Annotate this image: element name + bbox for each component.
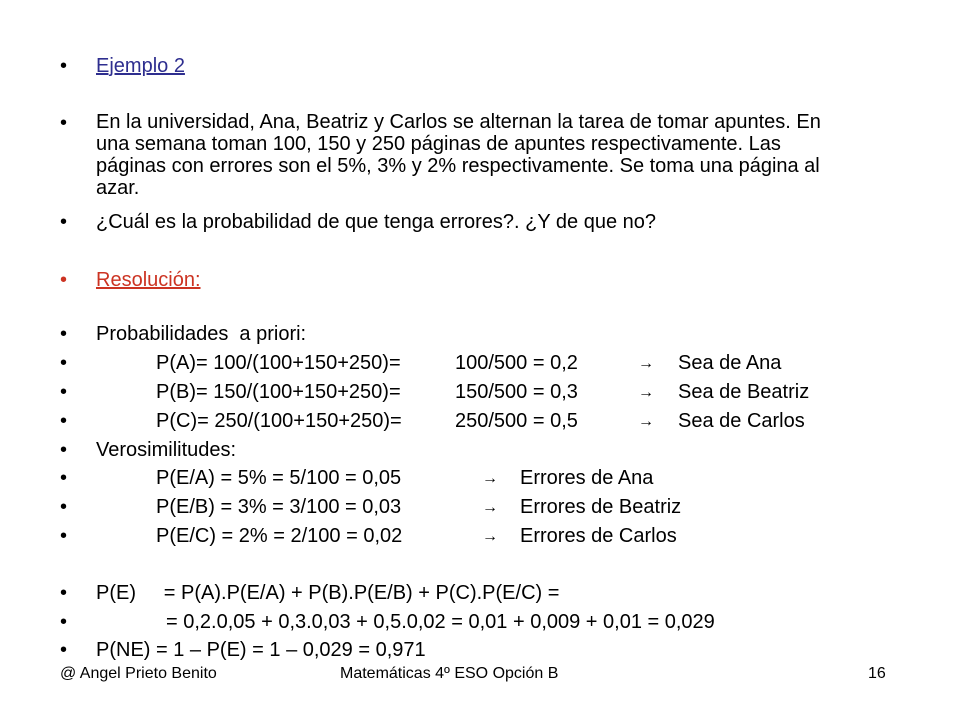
total-computation: = 0,2.0,05 + 0,3.0,03 + 0,5.0,02 = 0,01 + 0,009 + 0,01 = 0,029 — [166, 611, 715, 633]
priori-expr: P(C)= 250/(100+150+250)= — [156, 410, 402, 432]
priori-value: 150/500 = 0,3 — [455, 381, 578, 403]
bullet: • — [60, 112, 68, 134]
footer-author: @ Angel Prieto Benito — [60, 665, 217, 682]
bullet: • — [60, 55, 68, 77]
bullet: • — [60, 496, 68, 518]
complement-result: P(NE) = 1 – P(E) = 1 – 0,029 = 0,971 — [96, 639, 426, 661]
arrow-right-icon: → — [638, 355, 654, 372]
priori-value: 100/500 = 0,2 — [455, 352, 578, 374]
bullet: • — [60, 639, 68, 661]
priori-note: Sea de Beatriz — [678, 381, 810, 403]
problem-text: En la universidad, Ana, Beatriz y Carlos se alternan la tarea de tomar apuntes. En una semana toman 100, 150 y 250 páginas de apuntes respectivamente. Las páginas con errores son el 5%, 3% y 2% respectivamente. Se toma una página al azar. — [96, 111, 821, 199]
verosim-label: Verosimilitudes: — [96, 439, 237, 461]
verosim-note: Errores de Carlos — [520, 525, 677, 547]
bullet: • — [60, 525, 68, 547]
bullet: • — [60, 410, 68, 432]
priori-note: Sea de Ana — [678, 352, 782, 374]
priori-label: Probabilidades a priori: — [96, 323, 307, 345]
bullet: • — [60, 269, 68, 291]
priori-note: Sea de Carlos — [678, 410, 805, 432]
priori-expr: P(A)= 100/(100+150+250)= — [156, 352, 401, 374]
bullet: • — [60, 381, 68, 403]
bullet: • — [60, 352, 68, 374]
bullet: • — [60, 323, 68, 345]
bullet: • — [60, 611, 68, 633]
arrow-right-icon: → — [638, 384, 654, 401]
arrow-right-icon: → — [482, 528, 498, 545]
verosim-note: Errores de Beatriz — [520, 496, 682, 518]
arrow-right-icon: → — [482, 470, 498, 487]
question-text: ¿Cuál es la probabilidad de que tenga errores?. ¿Y de que no? — [96, 211, 657, 233]
footer-course: Matemáticas 4º ESO Opción B — [340, 665, 559, 682]
bullet: • — [60, 582, 68, 604]
bullet: • — [60, 467, 68, 489]
ejemplo-title: Ejemplo 2 — [96, 55, 185, 77]
verosim-expr: P(E/C) = 2% = 2/100 = 0,02 — [156, 525, 403, 547]
bullet: • — [60, 211, 68, 233]
arrow-right-icon: → — [482, 499, 498, 516]
footer-page-number: 16 — [868, 665, 886, 682]
bullet: • — [60, 439, 68, 461]
arrow-right-icon: → — [638, 413, 654, 430]
priori-value: 250/500 = 0,5 — [455, 410, 578, 432]
verosim-expr: P(E/B) = 3% = 3/100 = 0,03 — [156, 496, 402, 518]
verosim-expr: P(E/A) = 5% = 5/100 = 0,05 — [156, 467, 402, 489]
priori-expr: P(B)= 150/(100+150+250)= — [156, 381, 401, 403]
total-formula: P(E) = P(A).P(E/A) + P(B).P(E/B) + P(C).P(E/C) = — [96, 582, 560, 604]
verosim-note: Errores de Ana — [520, 467, 654, 489]
resolution-title: Resolución: — [96, 269, 201, 291]
